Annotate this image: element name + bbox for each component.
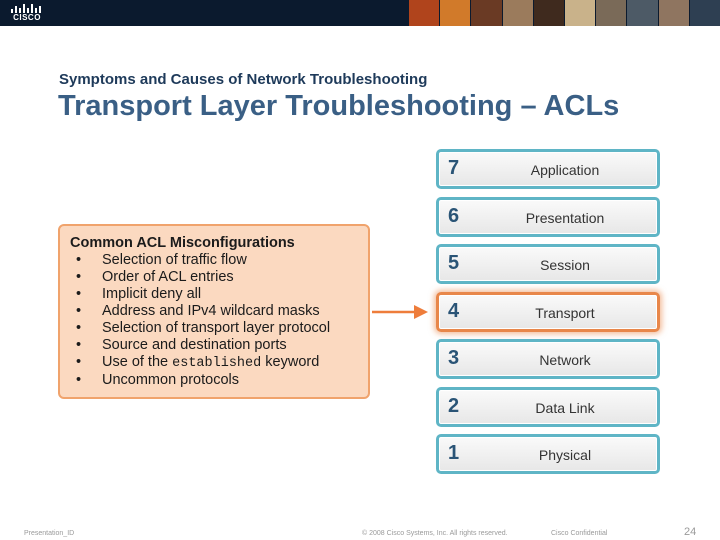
acl-list-item bbox=[70, 286, 358, 303]
bullet-icon: • bbox=[76, 320, 82, 336]
banner-photo bbox=[470, 0, 501, 26]
bullet-icon: • bbox=[76, 252, 82, 268]
acl-list-item bbox=[70, 252, 358, 269]
acl-item-text: Source and destination ports bbox=[102, 337, 287, 353]
acl-list-item bbox=[70, 372, 358, 389]
acl-item-text: Use of the bbox=[102, 354, 173, 370]
acl-item-text: Selection of transport layer protocol bbox=[102, 320, 331, 336]
bullet-icon: • bbox=[76, 269, 82, 285]
bullet-icon: • bbox=[76, 354, 82, 370]
osi-layer-name: Session bbox=[540, 257, 590, 273]
footer-presentation-id: Presentation_ID bbox=[24, 530, 75, 537]
osi-layer-number: 1 bbox=[448, 442, 460, 464]
osi-layer-1 bbox=[436, 434, 660, 474]
arrow-right-icon bbox=[370, 302, 430, 322]
acl-list-item bbox=[70, 303, 358, 320]
osi-layer-2 bbox=[436, 387, 660, 427]
banner-photo bbox=[533, 0, 564, 26]
osi-layer-name: Data Link bbox=[535, 399, 595, 416]
bullet-icon: • bbox=[76, 372, 82, 388]
acl-misconfigurations-list bbox=[70, 252, 358, 389]
acl-list-item bbox=[70, 337, 358, 354]
acl-list-item-established bbox=[70, 354, 358, 372]
cisco-logo-text: CISCO bbox=[13, 13, 41, 22]
osi-layer-3 bbox=[436, 339, 660, 379]
osi-layer-number: 4 bbox=[448, 299, 460, 322]
bullet-icon: • bbox=[76, 337, 82, 353]
banner-photo bbox=[564, 0, 595, 26]
acl-item-text: Address and IPv4 wildcard masks bbox=[102, 303, 320, 319]
acl-item-text: Selection of traffic flow bbox=[102, 252, 247, 268]
bullet-icon: • bbox=[76, 286, 82, 302]
banner-photo bbox=[502, 0, 533, 26]
top-banner bbox=[0, 0, 720, 26]
cisco-logo bbox=[10, 3, 44, 23]
osi-layer-5 bbox=[436, 244, 660, 284]
banner-photo bbox=[626, 0, 657, 26]
banner-photo bbox=[689, 0, 720, 26]
osi-layer-name: Presentation bbox=[525, 209, 605, 226]
established-keyword: established bbox=[172, 356, 262, 371]
osi-layer-number: 7 bbox=[448, 157, 460, 179]
banner-photo bbox=[408, 0, 439, 26]
acl-misconfigurations-box bbox=[58, 224, 370, 399]
acl-item-text: Implicit deny all bbox=[102, 286, 202, 302]
osi-layer-7 bbox=[436, 149, 660, 189]
cisco-bars-icon bbox=[10, 3, 44, 13]
osi-layer-name: Transport bbox=[535, 304, 595, 321]
banner-photo bbox=[658, 0, 689, 26]
osi-layer-number: 6 bbox=[448, 204, 460, 227]
osi-layer-number: 5 bbox=[448, 252, 460, 274]
slide-subtitle: Symptoms and Causes of Network Troubleshooting bbox=[59, 71, 428, 88]
osi-layer-6 bbox=[436, 197, 660, 237]
acl-list-item bbox=[70, 269, 358, 286]
banner-photo bbox=[439, 0, 470, 26]
footer-copyright: © 2008 Cisco Systems, Inc. All rights reserved. bbox=[362, 530, 508, 537]
slide-title: Transport Layer Troubleshooting – ACLs bbox=[58, 90, 620, 122]
acl-item-text: Uncommon protocols bbox=[102, 372, 239, 388]
footer-page-number: 24 bbox=[684, 526, 697, 538]
acl-item-text: Order of ACL entries bbox=[102, 269, 234, 285]
osi-layer-4 bbox=[436, 292, 660, 332]
acl-box-heading: Common ACL Misconfigurations bbox=[70, 235, 295, 251]
osi-layer-name: Application bbox=[530, 162, 600, 178]
banner-photo-strip bbox=[408, 0, 720, 26]
osi-layer-number: 2 bbox=[448, 394, 460, 417]
banner-photo bbox=[595, 0, 626, 26]
osi-layer-name: Network bbox=[539, 352, 591, 368]
acl-item-text: keyword bbox=[261, 354, 320, 370]
osi-layer-number: 3 bbox=[448, 347, 460, 369]
bullet-icon: • bbox=[76, 303, 82, 319]
osi-layer-name: Physical bbox=[538, 447, 592, 463]
footer-confidential: Cisco Confidential bbox=[551, 530, 608, 537]
acl-list-item bbox=[70, 320, 358, 337]
